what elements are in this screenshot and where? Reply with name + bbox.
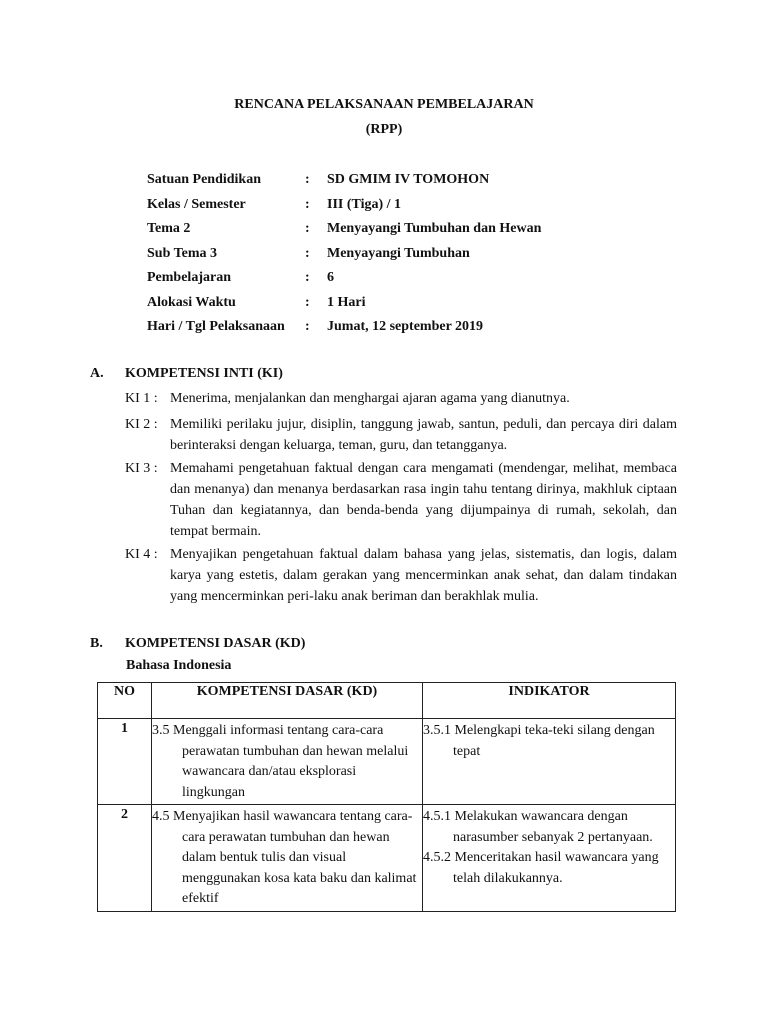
identity-label: Sub Tema 3 <box>147 245 218 261</box>
identity-label: Alokasi Waktu <box>147 294 236 310</box>
column-header-kd: KOMPETENSI DASAR (KD) <box>152 683 423 719</box>
identity-separator: : <box>305 294 310 310</box>
kd-text: 4.5 Menyajikan hasil wawancara tentang cara-cara perawatan tumbuhan dan hewan dalam bentuk tulis dan visual menggunakan kosa kata baku dan kalimat efektif <box>152 809 417 906</box>
section-a-heading <box>90 366 283 382</box>
identity-row <box>147 170 541 195</box>
ki-text: Menerima, menjalankan dan menghargai ajaran agama yang dianutnya. <box>170 391 570 406</box>
identity-separator: : <box>305 196 310 212</box>
ki-item <box>125 388 677 409</box>
section-title: KOMPETENSI DASAR (KD) <box>125 636 306 651</box>
ki-label: KI 4 : <box>125 547 158 562</box>
identity-separator: : <box>305 270 310 285</box>
column-header-no: NO <box>98 683 152 719</box>
section-letter: A. <box>90 366 104 381</box>
indikator-cell <box>423 805 676 912</box>
section-letter: B. <box>90 636 103 651</box>
kd-table <box>97 682 676 912</box>
kd-cell <box>152 719 423 805</box>
document-title: RENCANA PELAKSANAAN PEMBELAJARAN <box>234 97 534 112</box>
ki-label: KI 3 : <box>125 461 158 476</box>
table-row <box>98 719 676 805</box>
indikator-text: 3.5.1 Melengkapi teka-teki silang dengan tepat <box>423 723 655 759</box>
identity-value: Jumat, 12 september 2019 <box>327 319 484 334</box>
identity-label: Satuan Pendidikan <box>147 172 261 187</box>
identity-value: 1 Hari <box>327 294 366 310</box>
identity-label: Hari / Tgl Pelaksanaan <box>147 319 285 334</box>
identity-row <box>147 195 541 220</box>
table-row <box>98 805 676 912</box>
kd-cell <box>152 805 423 912</box>
identity-separator: : <box>305 319 310 334</box>
column-header-indikator: INDIKATOR <box>423 683 676 719</box>
ki-item <box>125 414 677 456</box>
ki-label: KI 1 : <box>125 391 158 406</box>
ki-text: Memahami pengetahuan faktual dengan cara mengamati (mendengar, melihat, membaca dan menanya) dan menanya berdasarkan rasa ingin tahu tentang dirinya, makhluk ciptaan Tuhan dan kegiatannya, dan benda-benda yang dijumpainya di rumah, sekolah, dan tempat bermain. <box>170 461 677 539</box>
ki-text: Menyajikan pengetahuan faktual dalam bahasa yang jelas, sistematis, dan logis, dalam karya yang estetis, dalam gerakan yang mencerminkan anak sehat, dan dalam tindakan yang mencerminkan peri-laku anak beriman dan berakhlak mulia. <box>170 547 677 604</box>
ki-label: KI 2 : <box>125 417 158 432</box>
identity-value: SD GMIM IV TOMOHON <box>327 172 490 187</box>
subject-heading: Bahasa Indonesia <box>126 658 232 673</box>
ki-item <box>125 458 677 542</box>
identity-row <box>147 293 541 318</box>
identity-separator: : <box>305 221 310 236</box>
identity-label: Tema 2 <box>147 221 191 236</box>
identity-label: Kelas / Semester <box>147 196 246 212</box>
identity-row <box>147 219 541 244</box>
identity-value: Menyayangi Tumbuhan <box>327 245 470 261</box>
row-number: 2 <box>98 805 152 912</box>
indikator-cell <box>423 719 676 805</box>
identity-table <box>147 170 541 342</box>
identity-separator: : <box>305 172 310 187</box>
identity-row <box>147 244 541 269</box>
section-title: KOMPETENSI INTI (KI) <box>125 366 283 381</box>
ki-text: Memiliki perilaku jujur, disiplin, tanggung jawab, santun, peduli, dan percaya diri dalam berinteraksi dengan keluarga, teman, guru, dan tetangganya. <box>170 417 677 453</box>
row-number: 1 <box>98 719 152 805</box>
document-subtitle: (RPP) <box>365 122 403 137</box>
identity-label: Pembelajaran <box>147 270 231 285</box>
identity-separator: : <box>305 245 310 261</box>
indikator-text: 4.5.1 Melakukan wawancara dengan narasumber sebanyak 2 pertanyaan. <box>423 809 653 845</box>
kd-text: 3.5 Menggali informasi tentang cara-cara perawatan tumbuhan dan hewan melalui wawancara dan/atau eksplorasi lingkungan <box>152 723 409 800</box>
identity-value: Menyayangi Tumbuhan dan Hewan <box>327 221 542 236</box>
section-b-heading <box>90 636 305 652</box>
indikator-text: 4.5.2 Menceritakan hasil wawancara yang telah dilakukannya. <box>423 850 659 886</box>
table-header-row <box>98 683 676 719</box>
identity-value: III (Tiga) / 1 <box>327 196 402 212</box>
identity-value: 6 <box>327 270 334 285</box>
ki-item <box>125 544 677 607</box>
identity-row <box>147 268 541 293</box>
identity-row <box>147 317 541 342</box>
